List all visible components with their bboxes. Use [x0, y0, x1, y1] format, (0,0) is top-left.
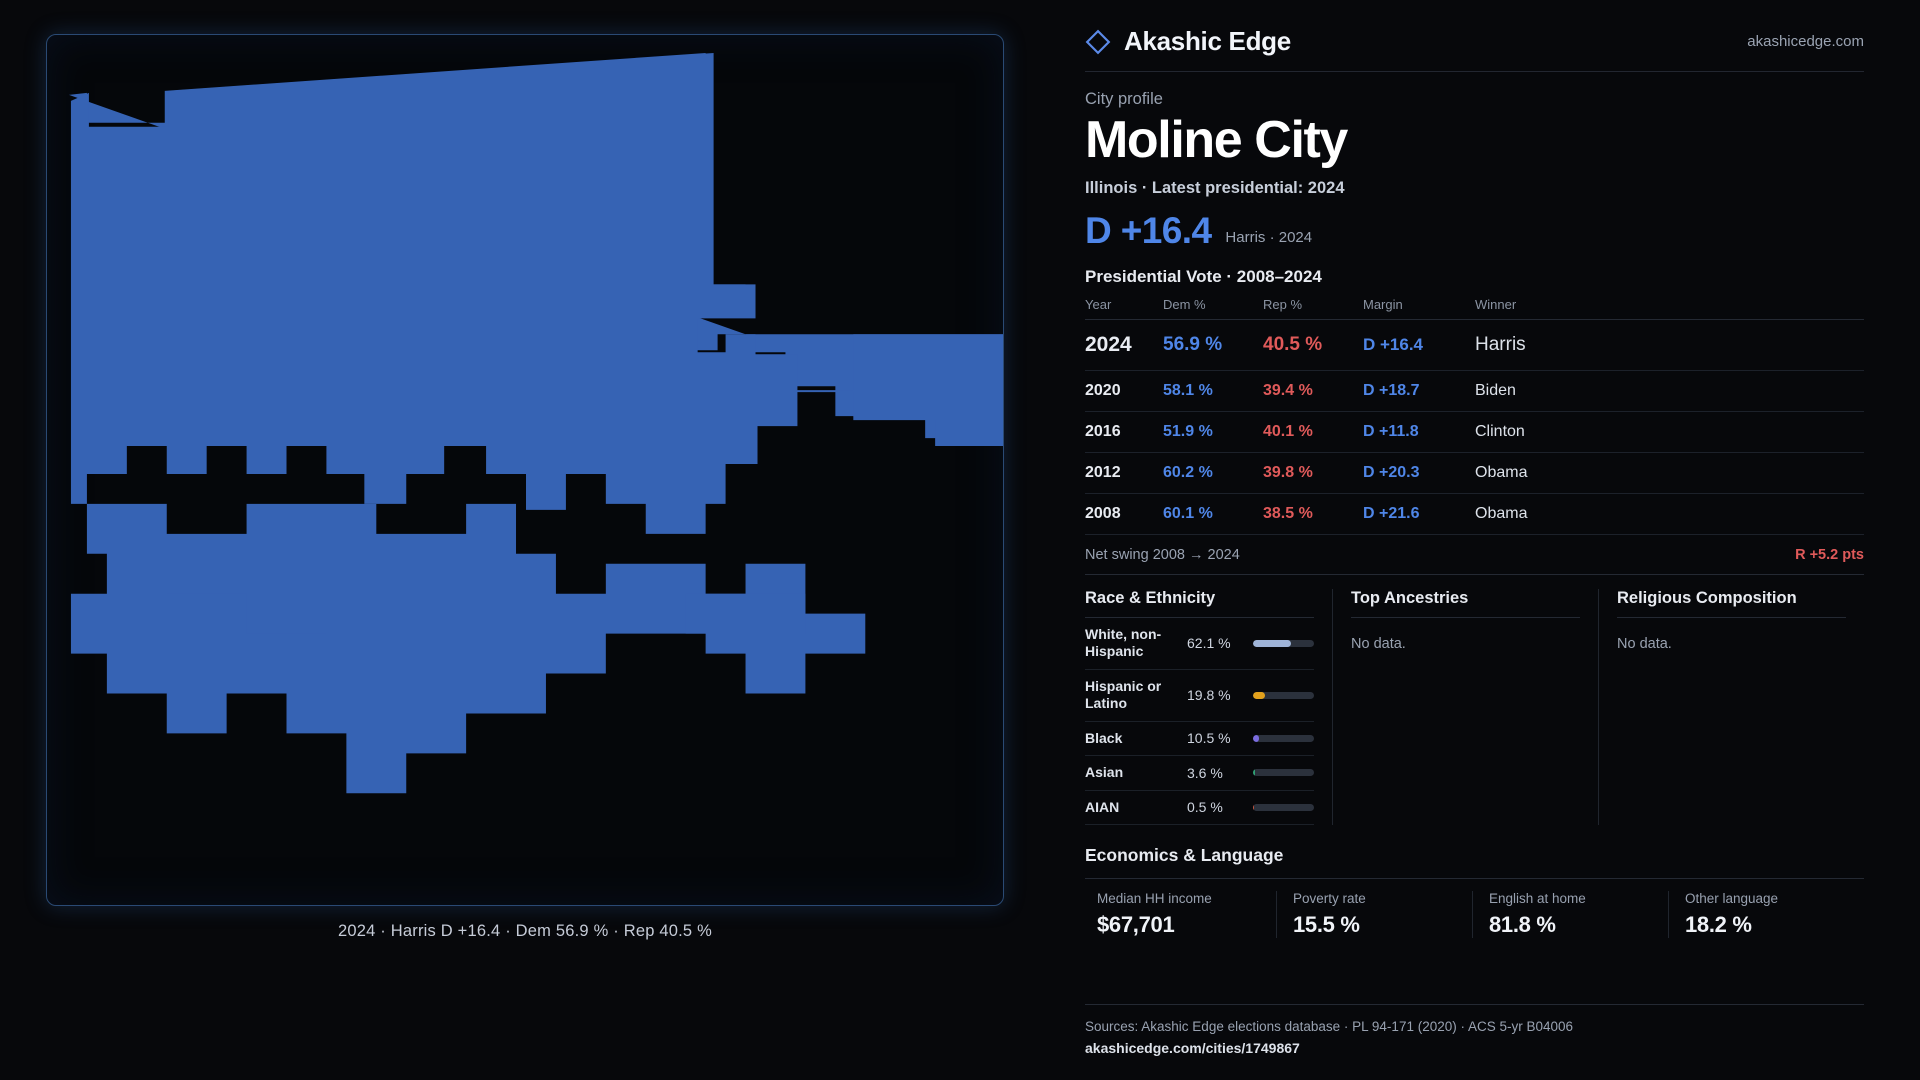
top-ancestries-title: Top Ancestries — [1351, 589, 1580, 618]
diamond-icon — [1085, 29, 1111, 55]
metric-english-at-home — [1472, 891, 1668, 938]
religious-composition-column — [1598, 589, 1864, 826]
page-eyebrow: City profile — [1085, 90, 1163, 108]
metric-value: 81.8 % — [1489, 912, 1556, 938]
cell-rep: 40.1 % — [1263, 411, 1363, 452]
table-row[interactable] — [1085, 493, 1864, 534]
headline-margin-value: D +16.4 — [1085, 209, 1212, 251]
race-ethnicity-title: Race & Ethnicity — [1085, 589, 1314, 618]
top-ancestries-column — [1332, 589, 1598, 826]
brand — [1085, 26, 1291, 57]
cell-dem: 51.9 % — [1163, 411, 1263, 452]
divider — [1085, 1004, 1864, 1005]
race-bar — [1253, 769, 1314, 776]
brand-name: Akashic Edge — [1124, 26, 1291, 56]
cell-dem: 58.1 % — [1163, 370, 1263, 411]
col-dem: Dem % — [1163, 297, 1263, 320]
metric-value: 18.2 % — [1685, 912, 1752, 938]
list-item — [1085, 618, 1314, 670]
cell-margin: D +20.3 — [1363, 452, 1475, 493]
top-ancestries-empty: No data. — [1351, 635, 1406, 652]
cell-rep: 39.4 % — [1263, 370, 1363, 411]
cell-winner: Harris — [1475, 319, 1864, 370]
cell-year: 2024 — [1085, 319, 1163, 370]
cell-margin: D +16.4 — [1363, 319, 1475, 370]
table-row[interactable] — [1085, 370, 1864, 411]
profile-panel — [1045, 0, 1920, 1080]
demographics-columns — [1085, 589, 1864, 826]
table-header-row — [1085, 297, 1864, 320]
metric-label: English at home — [1489, 891, 1586, 907]
map-caption: 2024 · Harris D +16.4 · Dem 56.9 % · Rep 40.5 % — [338, 922, 712, 940]
race-ethnicity-column — [1085, 589, 1332, 826]
race-label: Black — [1085, 729, 1123, 746]
race-bar — [1253, 692, 1314, 699]
city-map[interactable] — [46, 34, 1004, 906]
metric-value: $67,701 — [1097, 912, 1175, 938]
net-swing-label: Net swing 2008 → 2024 — [1085, 546, 1240, 563]
race-label: Hispanic or Latino — [1085, 677, 1162, 712]
col-winner: Winner — [1475, 297, 1864, 320]
brand-url[interactable]: akashicedge.com — [1747, 33, 1864, 50]
cell-year: 2008 — [1085, 493, 1163, 534]
cell-dem: 60.2 % — [1163, 452, 1263, 493]
cell-dem: 56.9 % — [1163, 319, 1263, 370]
metric-value: 15.5 % — [1293, 912, 1360, 938]
city-polygon — [69, 53, 1003, 793]
race-percent: 0.5 % — [1187, 799, 1223, 816]
cell-margin: D +11.8 — [1363, 411, 1475, 452]
metric-label: Median HH income — [1097, 891, 1212, 907]
col-year: Year — [1085, 297, 1163, 320]
metric-label: Other language — [1685, 891, 1779, 907]
col-rep: Rep % — [1263, 297, 1363, 320]
cell-rep: 40.5 % — [1263, 319, 1363, 370]
col-margin: Margin — [1363, 297, 1475, 320]
race-label: AIAN — [1085, 798, 1120, 815]
footer — [1085, 1004, 1864, 1056]
list-item — [1085, 791, 1314, 826]
table-row[interactable] — [1085, 452, 1864, 493]
race-percent: 19.8 % — [1187, 687, 1231, 704]
headline-margin — [1085, 209, 1864, 251]
cell-winner: Clinton — [1475, 411, 1864, 452]
cell-dem: 60.1 % — [1163, 493, 1263, 534]
race-bar — [1253, 640, 1314, 647]
race-percent: 62.1 % — [1187, 635, 1231, 652]
economics-metrics — [1085, 891, 1864, 938]
metric-median-hh-income — [1085, 891, 1276, 938]
vote-section-title: Presidential Vote · 2008–2024 — [1085, 266, 1322, 286]
list-item — [1085, 722, 1314, 757]
table-row[interactable] — [1085, 411, 1864, 452]
cell-winner: Biden — [1475, 370, 1864, 411]
net-swing-row — [1085, 547, 1864, 575]
city-map-shape — [47, 35, 1003, 905]
cell-rep: 38.5 % — [1263, 493, 1363, 534]
race-percent: 3.6 % — [1187, 764, 1223, 781]
net-swing-value: R +5.2 pts — [1795, 546, 1864, 563]
race-percent: 10.5 % — [1187, 730, 1231, 747]
list-item — [1085, 756, 1314, 791]
headline-margin-detail: Harris · 2024 — [1225, 228, 1313, 246]
cell-winner: Obama — [1475, 452, 1864, 493]
religious-composition-empty: No data. — [1617, 635, 1672, 652]
presidential-vote-table — [1085, 297, 1864, 535]
state-election-subline: Illinois · Latest presidential: 2024 — [1085, 178, 1345, 197]
cell-margin: D +18.7 — [1363, 370, 1475, 411]
cell-year: 2012 — [1085, 452, 1163, 493]
religious-composition-title: Religious Composition — [1617, 589, 1846, 618]
metric-poverty-rate — [1276, 891, 1472, 938]
cell-rep: 39.8 % — [1263, 452, 1363, 493]
race-label: White, non-Hispanic — [1085, 625, 1162, 660]
cell-year: 2016 — [1085, 411, 1163, 452]
footer-sources: Sources: Akashic Edge elections database · PL 94-171 (2020) · ACS 5-yr B04006 — [1085, 1019, 1574, 1034]
race-bar — [1253, 735, 1314, 742]
metric-other-language — [1668, 891, 1864, 938]
race-label: Asian — [1085, 764, 1124, 781]
cell-winner: Obama — [1475, 493, 1864, 534]
cell-year: 2020 — [1085, 370, 1163, 411]
economics-language-title: Economics & Language — [1085, 845, 1864, 879]
table-row[interactable] — [1085, 319, 1864, 370]
footer-permalink[interactable]: akashicedge.com/cities/1749867 — [1085, 1040, 1300, 1056]
list-item — [1085, 670, 1314, 722]
race-bar — [1253, 804, 1314, 811]
page-title: Moline City — [1085, 111, 1347, 169]
cell-margin: D +21.6 — [1363, 493, 1475, 534]
brand-row — [1085, 26, 1864, 72]
metric-label: Poverty rate — [1293, 891, 1366, 907]
